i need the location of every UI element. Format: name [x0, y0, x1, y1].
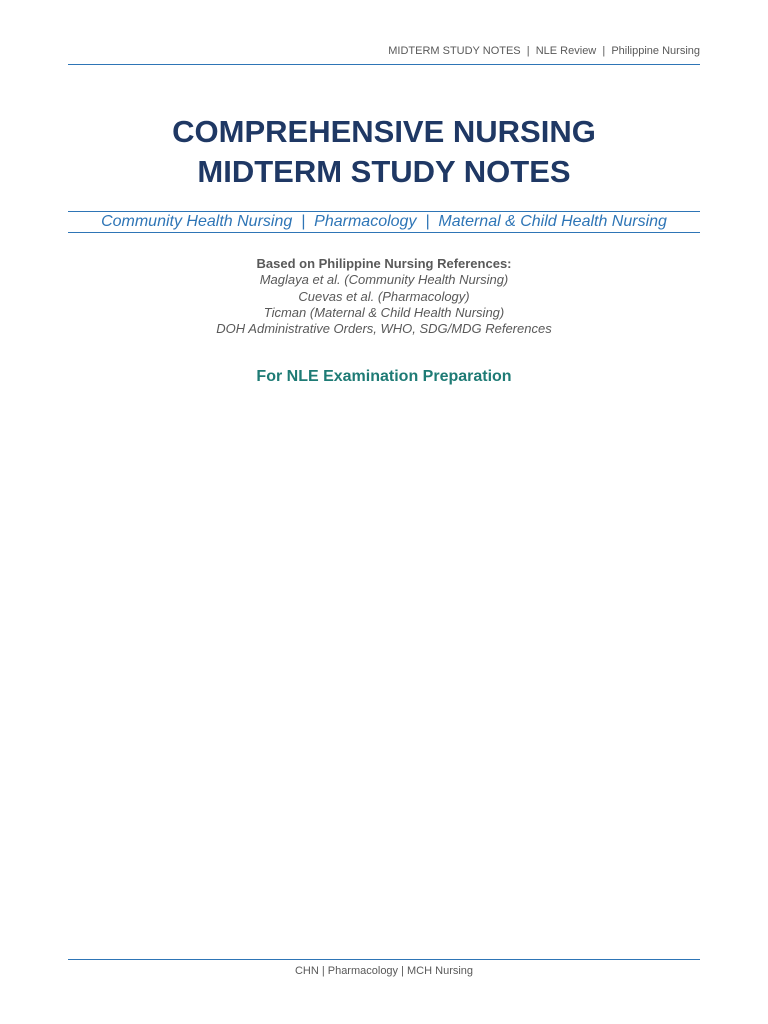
reference-item: DOH Administrative Orders, WHO, SDG/MDG References: [216, 321, 552, 337]
title-line-1: COMPREHENSIVE NURSING: [172, 114, 596, 149]
running-header: MIDTERM STUDY NOTES | NLE Review | Philippine Nursing: [388, 45, 700, 57]
reference-item: Maglaya et al. (Community Health Nursing): [259, 272, 509, 288]
references-block: [0, 256, 768, 337]
reference-item: Cuevas et al. (Pharmacology): [298, 288, 470, 304]
document-title: [0, 112, 768, 192]
footer-divider: [68, 959, 700, 960]
running-footer: CHN | Pharmacology | MCH Nursing: [294, 965, 474, 977]
exam-purpose: For NLE Examination Preparation: [256, 368, 512, 385]
title-line-2: MIDTERM STUDY NOTES: [197, 154, 571, 189]
header-divider: [68, 64, 700, 65]
references-heading: Based on Philippine Nursing References:: [256, 256, 512, 271]
subjects-band: Community Health Nursing | Pharmacology | Maternal & Child Health Nursing: [68, 211, 700, 233]
reference-item: Ticman (Maternal & Child Health Nursing): [263, 304, 505, 320]
